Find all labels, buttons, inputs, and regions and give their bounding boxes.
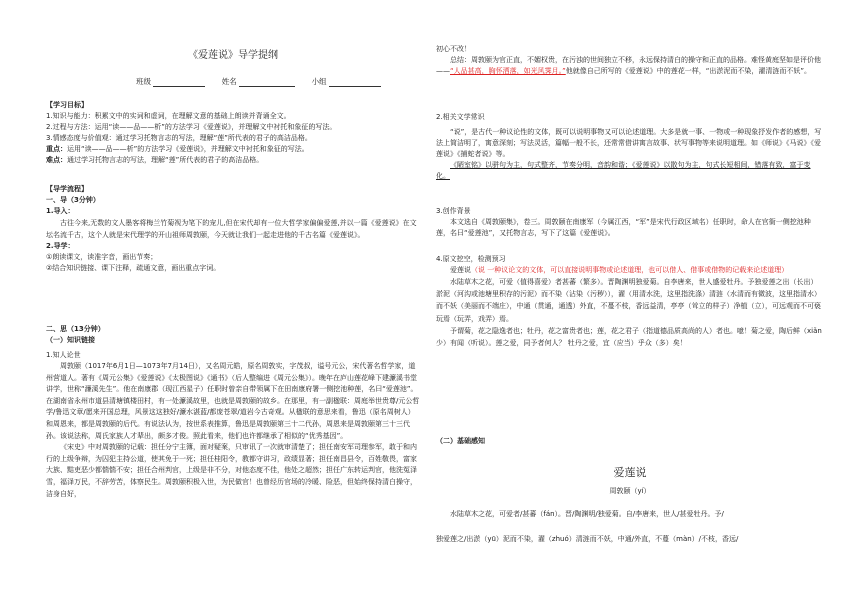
- group-field[interactable]: [329, 76, 381, 87]
- right-column: [436, 0, 824, 607]
- difficulty-label: 难点：: [46, 156, 67, 164]
- genre-heading: 2.相关文学常识: [436, 113, 485, 121]
- intro-heading: 1.导入：: [46, 207, 75, 215]
- poem-title: 爱莲说: [613, 466, 647, 479]
- process-section: [46, 184, 420, 274]
- original-intro-note: （说 一种议论文的文体，可以直接说明事物或论述道理，也可以借人、借事或借物的记载来论述道理）: [471, 266, 789, 274]
- song-text: 《宋史》中对周敦颐的记载：担任分宁主簿，面对疑案，只审讯了一次就审清楚了；担任南安军司理参军，敢于和内行的上级争辩，为囚犯主持公道，使其免于一死；担任桂阳令，教都守讲习，政绩显著；担任南昌县令，百姓敬畏，富家大族、黠吏恶少都惴惴不安；担任合州判官，上级是非不分，对他态度不佳，他处之超然；担任广东转运判官，他洗冤泽雪，福泽万民，不辞劳苦，体察民生。周敦颐积极入世，为民做官！也曾经历官场的冷暖、险恶，但始终保持清白操守，洁身自好，: [46, 443, 417, 498]
- objectives-section: [46, 100, 420, 166]
- author-text: 周敦颐（1017年6月1日—1073年7月14日），又名周元皓，原名周敦实，字茂叔，谥号元公，宋代著名哲学家，道州营道人。著有《周元公集》《爱莲说》《太极图说》《通书》（后人整编进《周元公集》）。晚年在庐山莲花峰下建濂溪书堂讲学，世称“濂溪先生”。他在南康郡（现江西星子）任职时曾亲自带领属下在田南康府署一侧挖池种莲，名曰“爱莲池”。在湖南省永州市道县清塘镇楼田村，有一处濂溪故里，也就是周敦颐的故乡。在那里，有一副楹联：周庭举世贵尊/元公哲学/鲁迅文章/愿来开国总理，风景这这独好/濂水湛蓝/都庞苍翠/道岩今古奇观。从楹联的意思来看，鲁迅（原名周树人）和周恩来，都是周敦颐的后代。有说法认为，按世系表推算，鲁迅是周敦颐第三十二代孙，周恩来是周敦颐第三十三代孙。该说法称，周氏家族人才辈出，颇多才俊。照此看来，他们也许都继承了相似的“优秀基因”。: [46, 362, 420, 440]
- original-intro: 爱莲说: [450, 266, 471, 274]
- original-paragraph-2: 予谓菊，花之隐逸者也；牡丹，花之富贵者也；莲，花之君子（指道德品质高尚的人）者也。噫！菊之爱，陶后鲜（xiǎn 少）有闻（听说）。莲之爱，同予者何人？ 牡丹之爱，宜（应当）乎众（多）矣！: [436, 326, 822, 348]
- summary-text: 周敦颐为官正直，不媚权贵，在污浊的世间独立不移，永远保持清白的操守和正直的品格。难怪黄庭坚如是评价他——: [436, 56, 821, 75]
- objective-item: 2.过程与方法：运用“读——品——析”的方法学习《爱莲说》，并理解文中衬托和象征的写法。: [46, 123, 337, 131]
- poem-line: 独爱莲之/出淤（yū）泥而不染，濯（zhuó）清涟而不妖，中通/外直，不蔓（màn）/不枝，香远/: [436, 535, 739, 543]
- poem-line: 水陆草木之花，可爱者/甚蕃（fán）。晋/陶渊明/独爱菊。自/李唐来，世人/甚爱牡丹。予/: [450, 510, 724, 518]
- name-label: 姓名: [221, 77, 237, 86]
- background-section: [436, 206, 824, 239]
- objectives-heading: 【学习目标】: [46, 101, 88, 109]
- continued-text: 初心不改！: [436, 45, 471, 53]
- objective-item: 3.情感态度与价值观：通过学习托物言志的写法，理解“莲”所代表的君子的高洁品格。: [46, 134, 312, 142]
- process-heading: 【导学流程】: [46, 185, 88, 193]
- author-heading: 1.知人论世: [46, 351, 81, 359]
- original-heading: 4.原文挖空，检测预习: [436, 255, 506, 263]
- difficulty-text: 通过学习托物言志的写法，理解“莲”所代表的君子的高洁品格。: [67, 156, 264, 164]
- summary-label: 总结：: [450, 56, 471, 64]
- class-field[interactable]: [153, 76, 205, 87]
- class-label: 班级: [136, 77, 151, 86]
- background-heading: 3.创作背景: [436, 207, 471, 215]
- key-text: 运用“读——品——析”的方法学习《爱莲说》，并理解文中衬托和象征的写法。: [67, 145, 309, 153]
- basic-section: [436, 436, 824, 545]
- genre-compare: 《陋室铭》以骈句为主，句式整齐，节奏分明，音韵和谐；《爱莲说》以散句为主，句式长短相间，错落有致，富于变化。: [436, 161, 811, 180]
- summary-quote: “人品甚高，胸怀洒落，如光风霁月。”: [450, 67, 566, 75]
- genre-section: [436, 112, 824, 182]
- left-column: [46, 0, 420, 607]
- original-paragraph-1: 水陆草木之花，可爱（值得喜爱）者甚蕃（繁多）。晋陶渊明独爱菊。自李唐来，世人盛爱牡丹。予独爱莲之出（长出）淤泥（河沟或池塘里积存的污泥）而不染（沾染（污秽）），濯（用清水洗，这里指洗涤）清涟（水清而有微波，这里指清水）而不妖（美丽而不端庄），中通（贯通，通透）外直，不蔓不枝，香远益清，亭亭（耸立的样子）净植（立），可远观而不可亵玩焉（玩弄，戏弄）焉。: [436, 278, 821, 323]
- link-heading: （一）知识链接: [46, 336, 95, 344]
- summary-section: [436, 44, 824, 77]
- guide-heading: 一、导（3分钟）: [46, 196, 100, 204]
- original-text-section: [436, 254, 824, 349]
- genre-text: “说”，是古代一种议论性的文体，既可以说明事物又可以论述道理。大多是就一事、一物或一种现象抒发作者的感想，写法上简洁明了，寓意深刻；写法灵活，篇幅一般不长，还常常借讲寓言故事、状写事物等来说明道理。如《师说》《马说》《爱莲说》《捕蛇者说》等。: [436, 128, 822, 158]
- doc-title: 《爱莲说》导学提纲: [188, 50, 278, 61]
- poem-author: 周敦颐（yí）: [609, 487, 651, 495]
- name-field[interactable]: [239, 76, 295, 87]
- background-text: 本文选自《周敦颐集》，卷三。周敦颐在南康军（今属江西，“军”是宋代行政区域名）任职时，命人在官衙一侧挖池种莲，名曰“爱莲池”，又托物言志，写下了这篇《爱莲说》。: [436, 218, 811, 237]
- objective-item: 1.知识与能力：积累文中的实词和虚词，在理解文意的基础上朗读并背诵全文。: [46, 112, 291, 120]
- group-label: 小组: [311, 77, 327, 86]
- guide2-heading: 2.导学：: [46, 242, 75, 250]
- think-section: [46, 324, 420, 500]
- guide2-item: ②结合知识链接、课下注释，疏通文意，画出重点字词。: [46, 264, 221, 272]
- think-heading: 二、思（13分钟）: [46, 325, 105, 333]
- summary-tail: 他就像自己所写的《爱莲说》中的莲花一样，“出淤泥而不染，濯清涟而不妖”。: [565, 67, 812, 75]
- student-info: [136, 76, 381, 87]
- guide2-item: ①朗读课文，读准字音，画出节奏；: [46, 253, 158, 261]
- basic-heading: （二）基础感知: [436, 437, 485, 445]
- key-label: 重点：: [46, 145, 67, 153]
- intro-text: 古往今来,无数的文人墨客将梅兰竹菊视为笔下的宠儿,但在宋代却有一位大哲学家偏偏爱莲,并以一篇《爱莲说》在文坛名流千古，这个人就是宋代理学的开山祖师周敦颐，今天就让我们一起走进他的千古名篇《爱莲说》。: [46, 219, 417, 239]
